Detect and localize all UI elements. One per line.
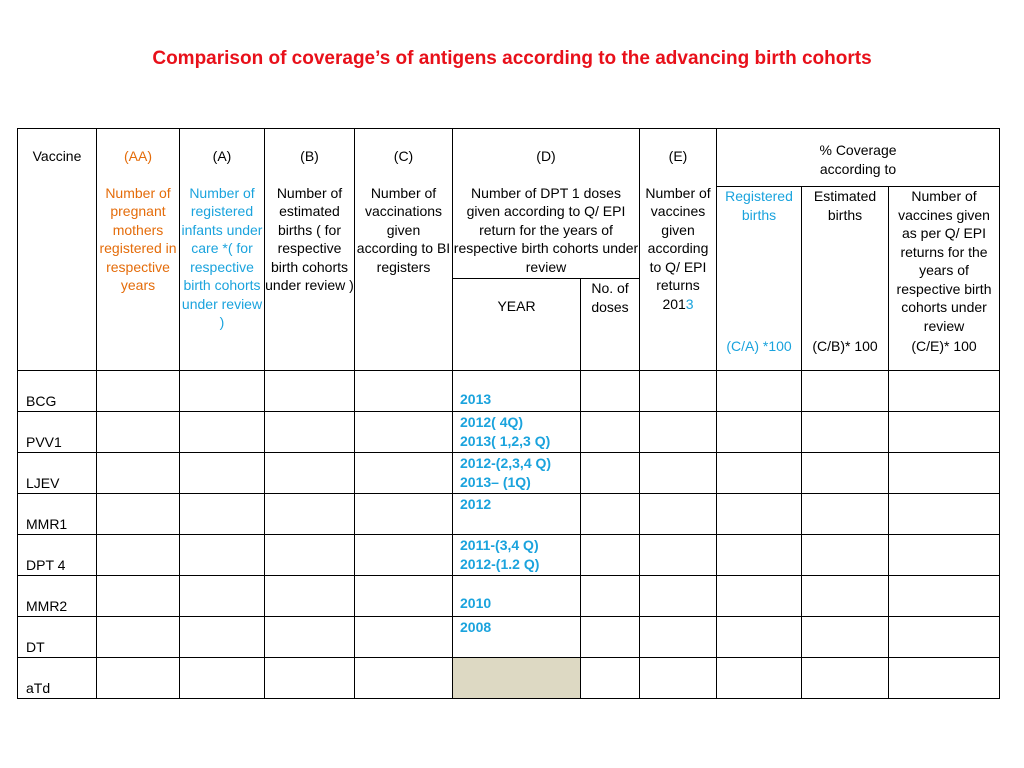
row-vaccine: PVV1 xyxy=(18,412,97,453)
table-row xyxy=(18,576,1000,617)
header-cov-estimated xyxy=(802,187,889,371)
row-year: 2013 xyxy=(453,371,581,412)
row-vaccine: DT xyxy=(18,617,97,658)
header-a-desc: Number of registered infants under care *( for respective birth cohorts under review ) xyxy=(181,184,263,330)
row-vaccine: BCG xyxy=(18,371,97,412)
header-vaccine: Vaccine xyxy=(18,129,97,371)
header-coverage xyxy=(717,129,1000,187)
table-row xyxy=(18,453,1000,494)
header-cov-estimated-formula: (C/B)* 100 xyxy=(812,337,878,354)
table-row xyxy=(18,535,1000,576)
row-year: 2011-(3,4 Q) 2012-(1.2 Q) xyxy=(453,535,581,576)
header-cov-epi xyxy=(889,187,1000,371)
header-d-year: YEAR xyxy=(453,279,581,371)
header-c xyxy=(355,129,453,371)
header-c-code: (C) xyxy=(393,148,414,164)
table-row xyxy=(18,617,1000,658)
header-aa xyxy=(97,129,180,371)
header-e-desc: Number of vaccines given according to Q/ EPI returns 2013 xyxy=(645,184,711,312)
row-year: 2012( 4Q) 2013( 1,2,3 Q) xyxy=(453,412,581,453)
row-year-shaded xyxy=(453,658,581,699)
row-vaccine: MMR1 xyxy=(18,494,97,535)
header-cov-registered-formula: (C/A) *100 xyxy=(726,337,792,354)
header-d-code: (D) xyxy=(536,148,556,164)
row-vaccine: DPT 4 xyxy=(18,535,97,576)
table-row xyxy=(18,371,1000,412)
row-year: 2012-(2,3,4 Q) 2013– (1Q) xyxy=(453,453,581,494)
table-row xyxy=(18,658,1000,699)
header-b-code: (B) xyxy=(300,148,319,164)
header-d xyxy=(453,129,640,279)
table-row xyxy=(18,412,1000,453)
row-vaccine: MMR2 xyxy=(18,576,97,617)
header-cov-registered-label: Registered births xyxy=(725,188,793,223)
header-a xyxy=(180,129,265,371)
header-e-code: (E) xyxy=(668,148,688,164)
coverage-table xyxy=(17,128,1000,699)
header-cov-epi-formula: (C/E)* 100 xyxy=(911,337,977,354)
header-b xyxy=(265,129,355,371)
page-title: Comparison of coverage’s of antigens according to the advancing birth cohorts xyxy=(152,48,872,69)
row-year: 2008 xyxy=(453,617,581,658)
header-c-desc: Number of vaccinations given according to BI registers xyxy=(356,184,451,275)
row-year: 2010 xyxy=(453,576,581,617)
header-d-desc: Number of DPT 1 doses given according to Q/ EPI return for the years of respective birth cohorts under review xyxy=(453,184,639,275)
header-a-code: (A) xyxy=(212,148,232,164)
header-aa-desc: Number of pregnant mothers registered in respective years xyxy=(99,184,177,293)
header-e xyxy=(640,129,717,371)
header-aa-code: (AA) xyxy=(124,148,152,164)
row-year: 2012 xyxy=(453,494,581,535)
header-cov-epi-label: Number of vaccines given as per Q/ EPI returns for the years of respective birth cohorts under review xyxy=(896,188,992,334)
header-cov-registered xyxy=(717,187,802,371)
row-vaccine: LJEV xyxy=(18,453,97,494)
header-cov-estimated-label: Estimated births xyxy=(813,188,877,223)
header-d-doses: No. of doses xyxy=(581,279,640,371)
header-b-desc: Number of estimated births ( for respective birth cohorts under review ) xyxy=(265,184,354,293)
table-row xyxy=(18,494,1000,535)
row-vaccine: aTd xyxy=(18,658,97,699)
header-coverage-title: % Coverage according to xyxy=(819,142,897,177)
